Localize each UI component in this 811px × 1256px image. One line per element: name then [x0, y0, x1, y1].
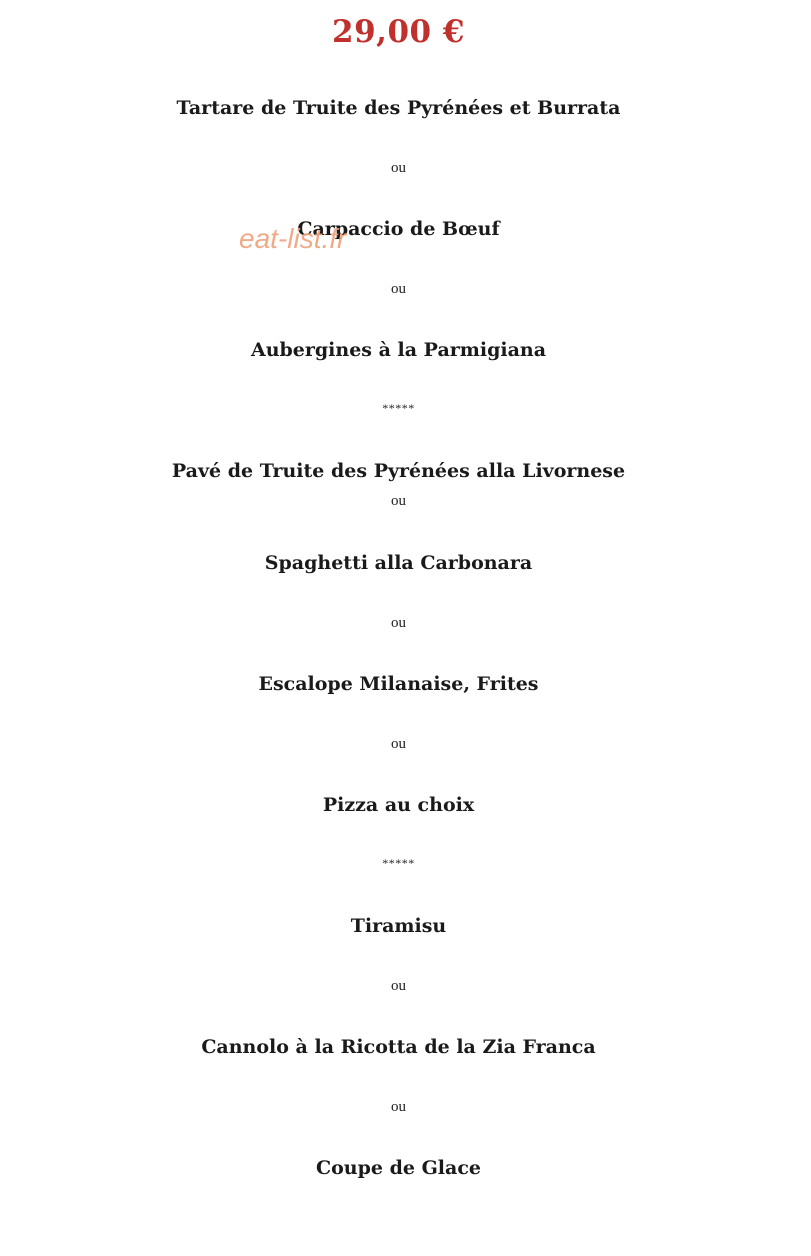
starter-1: Tartare de Truite des Pyrénées et Burrata — [176, 97, 621, 119]
dessert-2: Cannolo à la Ricotta de la Zia Franca — [201, 1036, 596, 1058]
main-2: Spaghetti alla Carbonara — [264, 552, 533, 574]
main-1: Pavé de Truite des Pyrénées alla Livornese — [171, 460, 626, 482]
dessert-1: Tiramisu — [350, 915, 447, 937]
starter-3: Aubergines à la Parmigiana — [250, 339, 547, 361]
separator-or: ou — [391, 281, 406, 297]
separator-or: ou — [391, 978, 406, 994]
main-3: Escalope Milanaise, Frites — [258, 673, 539, 695]
main-4: Pizza au choix — [322, 794, 475, 816]
separator-or: ou — [391, 160, 406, 176]
starter-2: Carpaccio de Bœuf — [297, 218, 500, 240]
separator-or: ou — [391, 736, 406, 752]
separator-or: ou — [391, 1099, 406, 1115]
course-divider: ***** — [382, 401, 415, 415]
dessert-3: Coupe de Glace — [316, 1157, 481, 1179]
course-divider: ***** — [382, 856, 415, 870]
separator-or: ou — [391, 493, 406, 509]
separator-or: ou — [391, 615, 406, 631]
watermark: eat-list.fr — [239, 223, 347, 254]
menu-price: 29,00 € — [332, 14, 465, 50]
